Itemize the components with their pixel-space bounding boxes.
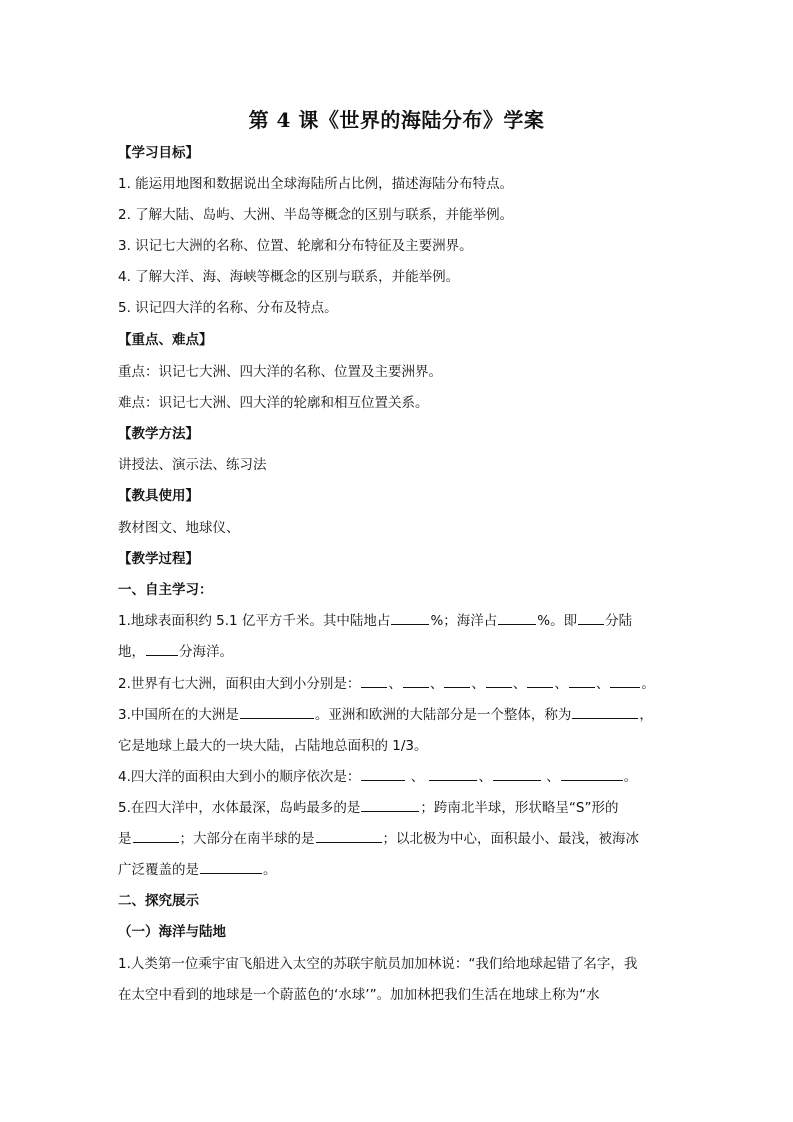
section-heading-method: 【教学方法】 <box>118 426 199 442</box>
q1-text-b: %；海洋占 <box>430 613 498 629</box>
blank-ocean-fraction[interactable] <box>146 643 178 656</box>
blank-ocean-2[interactable] <box>429 768 477 781</box>
paragraph-line-1: 1.人类第一位乘宇宙飞船进入太空的苏联宇航员加加林说：“我们给地球起错了名字，我 <box>118 956 638 972</box>
blank-china-continent[interactable] <box>240 706 314 719</box>
separator: 、 <box>471 676 485 692</box>
blank-continent-4[interactable] <box>486 675 512 688</box>
section-heading-goals: 【学习目标】 <box>118 145 199 161</box>
blank-ocean-4[interactable] <box>561 768 623 781</box>
question-1-line-2 <box>118 643 678 661</box>
q2-text: 2.世界有七大洲，面积由大到小分别是： <box>118 676 361 692</box>
q1-text-c: %。即 <box>537 613 578 629</box>
blank-pacific[interactable] <box>361 799 419 812</box>
separator: 、 <box>595 676 610 692</box>
page-title: 第 4 课《世界的海陆分布》学案 <box>248 108 545 132</box>
blank-arctic[interactable] <box>200 861 262 874</box>
q5-text-d: ；大部分在南半球的是 <box>179 831 315 847</box>
blank-continent-5[interactable] <box>527 675 553 688</box>
question-2 <box>118 675 678 693</box>
blank-land-fraction[interactable] <box>578 612 604 625</box>
q5-text-b: ；跨南北半球，形状略呈“S”形的 <box>420 800 619 816</box>
blank-land-percent[interactable] <box>391 612 429 625</box>
separator: 、 <box>554 676 568 692</box>
q5-text-c: 是 <box>118 831 132 847</box>
separator: 、 <box>478 769 492 785</box>
blank-continent-2[interactable] <box>403 675 429 688</box>
section-heading-key: 【重点、难点】 <box>118 332 213 348</box>
q5-text-g: 。 <box>263 862 277 878</box>
question-3-line-1 <box>118 706 678 724</box>
question-5-line-1 <box>118 799 678 817</box>
blank-continent-6[interactable] <box>569 675 595 688</box>
method-text: 讲授法、演示法、练习法 <box>118 457 267 473</box>
q1-text-f: 分海洋。 <box>179 644 233 660</box>
goal-item-4: 4. 了解大洋、海、海峡等概念的区别与联系，并能举例。 <box>118 269 460 285</box>
blank-ocean-1[interactable] <box>361 768 405 781</box>
goal-item-5: 5. 识记四大洋的名称、分布及特点。 <box>118 300 338 316</box>
separator: 、 <box>388 676 402 692</box>
blank-indian[interactable] <box>316 830 382 843</box>
goal-item-2: 2. 了解大陆、岛屿、大洲、半岛等概念的区别与联系，并能举例。 <box>118 207 514 223</box>
subsection-ocean-land: （一）海洋与陆地 <box>118 924 226 940</box>
goal-item-1: 1. 能运用地图和数据说出全球海陆所占比例，描述海陆分布特点。 <box>118 176 514 192</box>
q1-text-d: 分陆 <box>605 613 633 629</box>
section-heading-tools: 【教具使用】 <box>118 488 199 504</box>
part1-heading: 一、自主学习： <box>118 582 213 598</box>
q1-text-a: 1.地球表面积约 5.1 亿平方千米。其中陆地占 <box>118 613 391 629</box>
key-point: 重点：识记七大洲、四大洋的名称、位置及主要洲界。 <box>118 364 442 380</box>
q5-text-a: 5.在四大洋中，水体最深，岛屿最多的是 <box>118 800 361 816</box>
blank-continent-3[interactable] <box>444 675 470 688</box>
end-mark: 。 <box>641 676 655 692</box>
q3-text-b: 。亚洲和欧洲的大陆部分是一个整体，称为 <box>314 707 572 723</box>
question-5-line-3 <box>118 861 678 879</box>
blank-continent-7[interactable] <box>610 675 640 688</box>
separator: 、 <box>429 676 444 692</box>
q5-text-e: ；以北极为中心，面积最小、最浅，被海冰 <box>382 831 639 847</box>
paragraph-line-2: 在太空中看到的地球是一个蔚蓝色的‘水球’”。加加林把我们生活在地球上称为“水 <box>118 987 600 1003</box>
end-mark: 。 <box>623 769 638 785</box>
tools-text: 教材图文、地球仪、 <box>118 520 240 536</box>
question-5-line-2 <box>118 830 678 848</box>
q5-text-f: 广泛覆盖的是 <box>118 862 199 878</box>
q3-text-a: 3.中国所在的大洲是 <box>118 707 239 723</box>
separator: 、 <box>546 769 560 785</box>
part2-heading: 二、探究展示 <box>118 893 199 909</box>
blank-continent-1[interactable] <box>361 675 387 688</box>
difficult-point: 难点：识记七大洲、四大洋的轮廓和相互位置关系。 <box>118 395 429 411</box>
blank-ocean-3[interactable] <box>493 768 541 781</box>
blank-eurasia[interactable] <box>572 706 638 719</box>
goal-item-3: 3. 识记七大洲的名称、位置、轮廓和分布特征及主要洲界。 <box>118 238 473 254</box>
blank-ocean-percent[interactable] <box>498 612 536 625</box>
question-3-line-2: 它是地球上最大的一块大陆，占陆地总面积的 1/3。 <box>118 738 428 754</box>
q4-text: 4.四大洋的面积由大到小的顺序依次是： <box>118 769 361 785</box>
question-4 <box>118 768 678 786</box>
separator: 、 <box>410 769 425 785</box>
q3-text-c: ， <box>639 707 653 723</box>
blank-atlantic[interactable] <box>133 830 179 843</box>
section-heading-process: 【教学过程】 <box>118 551 199 567</box>
question-1-line-1 <box>118 612 678 630</box>
separator: 、 <box>512 676 527 692</box>
q1-text-e: 地， <box>118 644 145 660</box>
